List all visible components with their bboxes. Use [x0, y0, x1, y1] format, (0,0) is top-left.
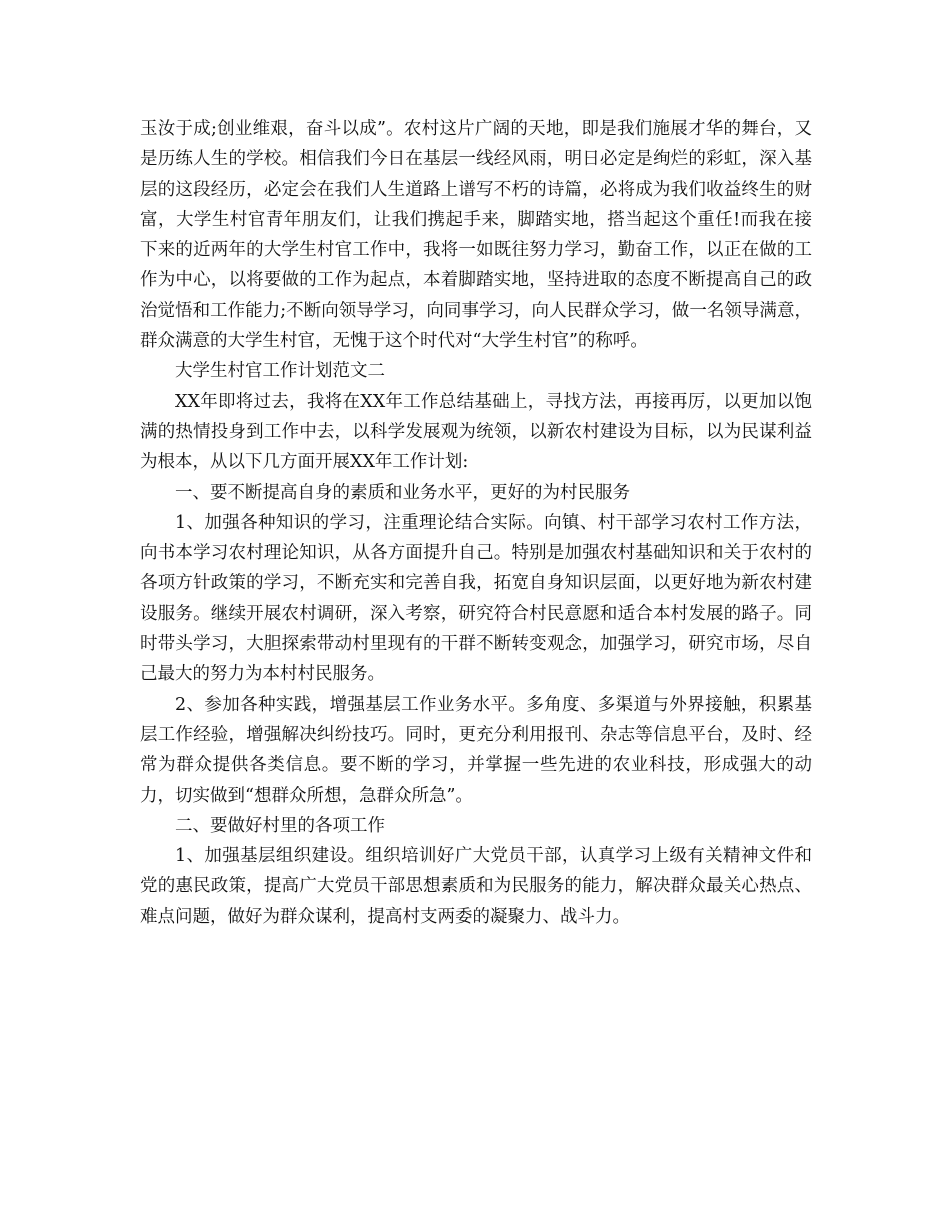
- document-body: [140, 114, 812, 932]
- paragraph-item-2-1: 1、加强基层组织建设。组织培训好广大党员干部，认真学习上级有关精神文件和党的惠民政策，提高广大党员干部思想素质和为民服务的能力，解决群众最关心热点、难点问题，做好为群众谋利，提高村支两委的凝聚力、战斗力。: [140, 846, 812, 927]
- section-heading-2: 二、要做好村里的各项工作: [175, 815, 385, 836]
- paragraph-item-1-2: 2、参加各种实践，增强基层工作业务水平。多角度、多渠道与外界接触，积累基层工作经验，增强解决纠纷技巧。同时，更充分利用报刊、杂志等信息平台，及时、经常为群众提供各类信息。要不断的学习，并掌握一些先进的农业科技，形成强大的动力，切实做到“想群众所想，急群众所急”。: [140, 694, 812, 806]
- section-heading-1: 一、要不断提高自身的素质和业务水平，更好的为村民服务: [175, 482, 630, 503]
- paragraph-item-1-1: 1、加强各种知识的学习，注重理论结合实际。向镇、村干部学习农村工作方法，向书本学习农村理论知识，从各方面提升自己。特别是加强农村基础知识和关于农村的各项方针政策的学习，不断充实和完善自我，拓宽自身知识层面，以更好地为新农村建设服务。继续开展农村调研，深入考察，研究符合村民意愿和适合本村发展的路子。同时带头学习，大胆探索带动村里现有的干群不断转变观念，加强学习，研究市场，尽自己最大的努力为本村村民服务。: [140, 512, 812, 685]
- paragraph-intro: XX年即将过去，我将在XX年工作总结基础上，寻找方法，再接再厉，以更加以饱满的热情投身到工作中去，以科学发展观为统领，以新农村建设为目标，以为民谋利益为根本，从以下几方面开展XX年工作计划:: [140, 391, 812, 473]
- paragraph-continuation: 玉汝于成;创业维艰，奋斗以成”。农村这片广阔的天地，即是我们施展才华的舞台，又是历练人生的学校。相信我们今日在基层一线经风雨，明日必定是绚烂的彩虹，深入基层的这段经历，必定会在我们人生道路上谱写不朽的诗篇，必将成为我们收益终生的财富，大学生村官青年朋友们，让我们携起手来，脚踏实地，搭当起这个重任!而我在接下来的近两年的大学生村官工作中，我将一如既往努力学习，勤奋工作，以正在做的工作为中心，以将要做的工作为起点，本着脚踏实地，坚持进取的态度不断提高自己的政治觉悟和工作能力;不断向领导学习，向同事学习，向人民群众学习，做一名领导满意，群众满意的大学生村官，无愧于这个时代对“大学生村官”的称呼。: [140, 119, 812, 352]
- section-title: 大学生村官工作计划范文二: [175, 361, 385, 382]
